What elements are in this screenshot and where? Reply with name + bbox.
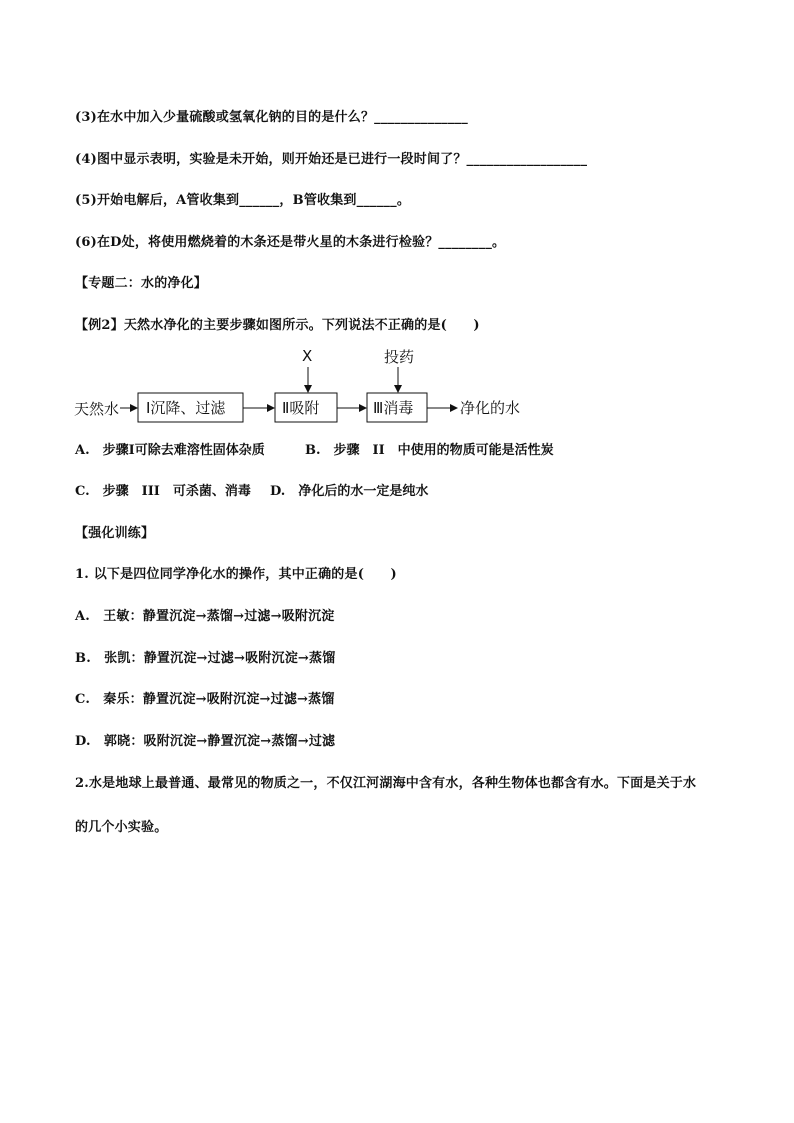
diagram-start-label: 天然水	[74, 400, 120, 418]
question-4: (4)图中显示表明，实验是未开始，则开始还是已进行一段时间了？__________________	[75, 152, 588, 167]
example-2-option-c: C. 步骤 III 可杀菌、消毒	[75, 484, 251, 499]
question-6: (6)在D处，将使用燃烧着的木条还是带火星的木条进行检验？________。	[75, 235, 506, 250]
example-2-stem: 【例2】天然水净化的主要步骤如图所示。下列说法不正确的是( )	[75, 318, 480, 333]
question-5: (5)开始电解后，A管收集到______，B管收集到______。	[75, 193, 411, 208]
topic-heading: 【专题二：水的净化】	[75, 276, 208, 291]
question-3: (3)在水中加入少量硫酸或氢氧化钠的目的是什么？______________	[75, 110, 468, 125]
training-q1-option-d: D. 郭晓：吸附沉淀→静置沉淀→蒸馏→过滤	[75, 734, 336, 749]
training-heading: 【强化训练】	[75, 526, 155, 541]
step2-label: Ⅱ吸附	[282, 399, 320, 417]
training-q1-option-b: B. 张凯：静置沉淀→过滤→吸附沉淀→蒸馏	[75, 651, 336, 666]
example-2-option-b: B. 步骤 II 中使用的物质可能是活性炭	[305, 443, 554, 458]
input-drug-label: 投药	[384, 348, 415, 366]
step3-label: Ⅲ消毒	[373, 399, 414, 417]
training-q2-line1: 2.水是地球上最普通、最常见的物质之一，不仅江河湖海中含有水，各种生物体也都含有水。下面是关于水	[75, 776, 697, 791]
training-q1-stem: 1. 以下是四位同学净化水的操作，其中正确的是( )	[75, 567, 397, 582]
example-2-option-d: D. 净化后的水一定是纯水	[270, 484, 429, 499]
diagram-end-label: 净化的水	[460, 399, 521, 417]
training-q1-option-a: A. 王敏：静置沉淀→蒸馏→过滤→吸附沉淀	[75, 609, 335, 624]
training-q1-option-c: C. 秦乐：静置沉淀→吸附沉淀→过滤→蒸馏	[75, 692, 335, 707]
example-2-option-a: A. 步骤Ⅰ可除去难溶性固体杂质	[75, 443, 265, 458]
purification-diagram	[0, 345, 794, 435]
step1-label: Ⅰ沉降、过滤	[146, 399, 226, 417]
input-x-label: X	[302, 347, 313, 365]
training-q2-line2: 的几个小实验。	[75, 820, 168, 835]
